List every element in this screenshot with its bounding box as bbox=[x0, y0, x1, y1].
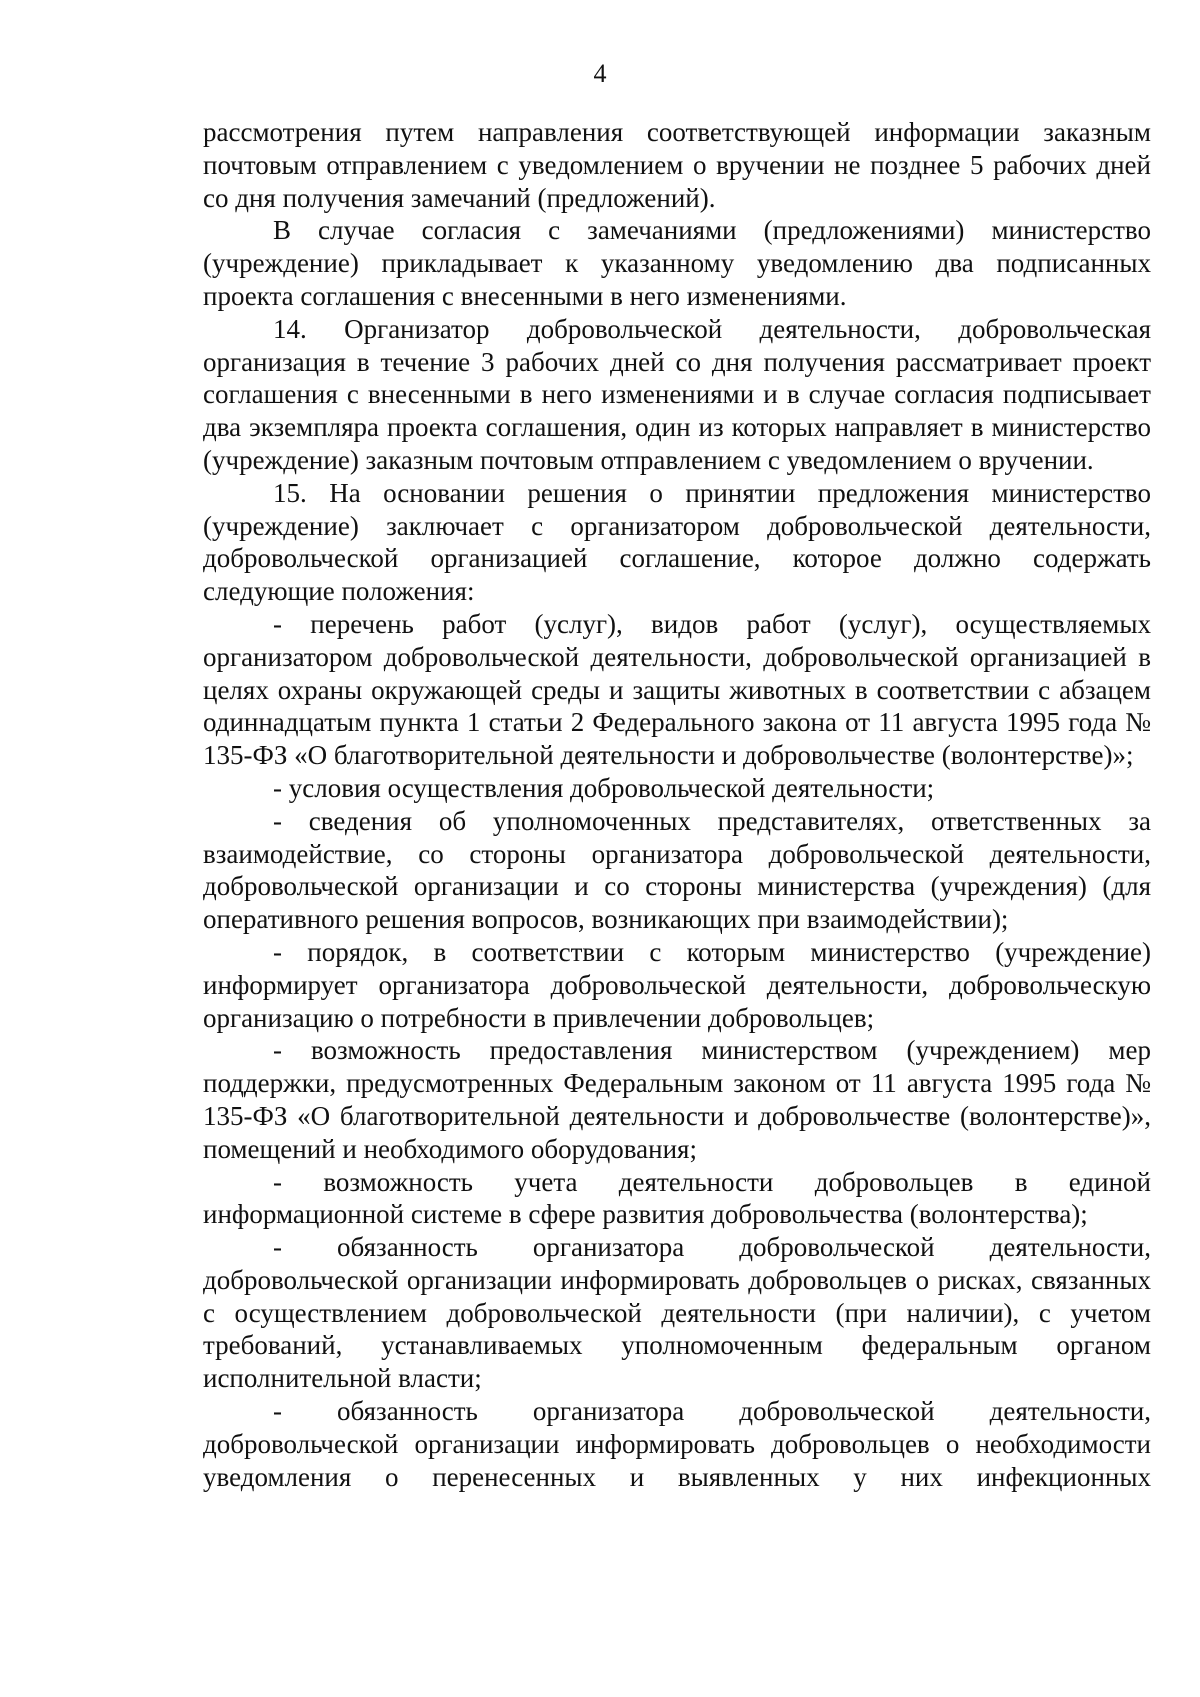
list-item-accounting: - возможность учета деятельности добровольцев в единой информационной системе в сфере развития добровольчества (волонтерства); bbox=[203, 1166, 1151, 1230]
paragraph-agreement-case: В случае согласия с замечаниями (предложениями) министерство (учреждение) прикладывает к указанному уведомлению два подписанных проекта соглашения с внесенными в него изменениями. bbox=[203, 215, 1151, 311]
list-item-representatives: - сведения об уполномоченных представителях, ответственных за взаимодействие, со стороны организатора добровольческой деятельности, добровольческой организации и со стороны министерства (учреждения) (для оперативного решения вопросов, возникающих при взаимодействии); bbox=[203, 805, 1151, 935]
list-item-procedure: - порядок, в соответствии с которым министерство (учреждение) информирует организатора добровольческой деятельности, добровольческую организацию о потребности в привлечении добровольцев; bbox=[203, 936, 1151, 1033]
list-item-conditions: - условия осуществления добровольческой деятельности; bbox=[273, 772, 935, 803]
paragraph-item-15: 15. На основании решения о принятии предложения министерство (учреждение) заключает с организатором добровольческой деятельности, добровольческой организацией соглашение, которое должно содержать следующие положения: bbox=[203, 477, 1151, 607]
list-item-support-measures: - возможность предоставления министерством (учреждением) мер поддержки, предусмотренных Федеральным законом от 11 августа 1995 года № 135-ФЗ «О благотворительной деятельности и добровольчестве (волонтерстве)», помещений и необходимого оборудования; bbox=[203, 1035, 1151, 1164]
list-item-risk-information: - обязанность организатора добровольческой деятельности, добровольческой организации информировать добровольцев о рисках, связанных с осуществлением добровольческой деятельности (при наличии), с учетом требований, устанавливаемых уполномоченным федеральным органом исполнительной власти; bbox=[203, 1232, 1151, 1394]
list-item-infection-notification: - обязанность организатора добровольческой деятельности, добровольческой организации информировать добровольцев о необходимости уведомления о перенесенных и выявленных у них инфекционных bbox=[203, 1396, 1151, 1492]
paragraph-item-14: 14. Организатор добровольческой деятельности, добровольческая организация в течение 3 рабочих дней со дня получения рассматривает проект соглашения с внесенными в него изменениями и в случае согласия подписывает два экземпляра проекта соглашения, один из которых направляет в министерство (учреждение) заказным почтовым отправлением с уведомлением о вручении. bbox=[203, 313, 1151, 475]
page-number: 4 bbox=[593, 59, 607, 88]
list-item-work-list: - перечень работ (услуг), видов работ (услуг), осуществляемых организатором добровольческой деятельности, добровольческой организацией в целях охраны окружающей среды и защиты животных в соответствии с абзацем одиннадцатым пункта 1 статьи 2 Федерального закона от 11 августа 1995 года № 135-ФЗ «О благотворительной деятельности и добровольчестве (волонтерстве)»; bbox=[203, 608, 1151, 771]
document-body bbox=[203, 116, 1151, 1493]
paragraph-continuation: рассмотрения путем направления соответствующей информации заказным почтовым отправлением с уведомлением о вручении не позднее 5 рабочих дней со дня получения замечаний (предложений). bbox=[203, 117, 1151, 213]
